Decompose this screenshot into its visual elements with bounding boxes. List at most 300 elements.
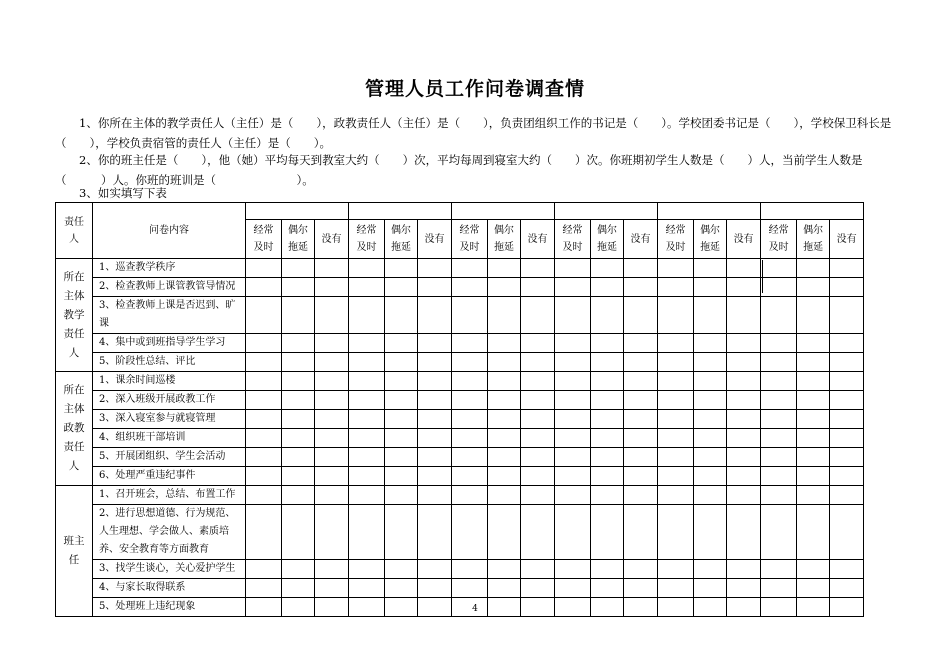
- answer-cell[interactable]: [452, 334, 488, 353]
- answer-cell[interactable]: [727, 297, 761, 334]
- answer-cell[interactable]: [797, 278, 830, 297]
- answer-cell[interactable]: [761, 353, 797, 372]
- answer-cell[interactable]: [694, 391, 727, 410]
- answer-cell[interactable]: [452, 560, 488, 579]
- answer-cell[interactable]: [282, 353, 315, 372]
- answer-cell[interactable]: [658, 334, 694, 353]
- answer-cell[interactable]: [555, 391, 591, 410]
- answer-cell[interactable]: [624, 353, 658, 372]
- answer-cell[interactable]: [797, 505, 830, 560]
- answer-cell[interactable]: [315, 410, 349, 429]
- answer-cell[interactable]: [418, 372, 452, 391]
- answer-cell[interactable]: [452, 467, 488, 486]
- answer-cell[interactable]: [727, 448, 761, 467]
- rating-header: 没有: [727, 220, 761, 259]
- answer-cell[interactable]: [521, 486, 555, 505]
- item-label: 3、检查教师上课是否迟到、旷课: [93, 297, 246, 334]
- answer-cell[interactable]: [246, 410, 282, 429]
- answer-cell[interactable]: [830, 259, 864, 278]
- answer-cell[interactable]: [694, 297, 727, 334]
- answer-cell[interactable]: [246, 259, 282, 278]
- answer-cell[interactable]: [452, 505, 488, 560]
- answer-cell[interactable]: [727, 467, 761, 486]
- survey-table: [55, 202, 864, 617]
- answer-cell[interactable]: [727, 579, 761, 598]
- answer-cell[interactable]: [385, 353, 418, 372]
- answer-cell[interactable]: [246, 391, 282, 410]
- table-row: [56, 372, 864, 391]
- answer-cell[interactable]: [315, 448, 349, 467]
- answer-cell[interactable]: [727, 410, 761, 429]
- answer-cell[interactable]: [282, 278, 315, 297]
- answer-cell[interactable]: [282, 579, 315, 598]
- answer-cell[interactable]: [282, 448, 315, 467]
- answer-cell[interactable]: [797, 467, 830, 486]
- item-label: 4、集中或到班指导学生学习: [93, 334, 246, 353]
- answer-cell[interactable]: [488, 410, 521, 429]
- answer-cell[interactable]: [521, 334, 555, 353]
- answer-cell[interactable]: [315, 278, 349, 297]
- answer-cell[interactable]: [830, 486, 864, 505]
- answer-cell[interactable]: [727, 391, 761, 410]
- answer-cell[interactable]: [658, 353, 694, 372]
- answer-cell[interactable]: [452, 391, 488, 410]
- answer-cell[interactable]: [830, 391, 864, 410]
- group-label: 班主任: [56, 486, 93, 617]
- answer-cell[interactable]: [727, 505, 761, 560]
- answer-cell[interactable]: [658, 372, 694, 391]
- answer-cell[interactable]: [452, 372, 488, 391]
- answer-cell[interactable]: [521, 278, 555, 297]
- answer-cell[interactable]: [488, 297, 521, 334]
- answer-cell[interactable]: [830, 505, 864, 560]
- item-label: 6、处理严重违纪事件: [93, 467, 246, 486]
- answer-cell[interactable]: [488, 391, 521, 410]
- answer-cell[interactable]: [727, 353, 761, 372]
- answer-cell[interactable]: [385, 391, 418, 410]
- answer-cell[interactable]: [246, 297, 282, 334]
- answer-cell[interactable]: [452, 429, 488, 448]
- answer-cell[interactable]: [624, 278, 658, 297]
- answer-cell[interactable]: [591, 372, 624, 391]
- answer-cell[interactable]: [727, 560, 761, 579]
- answer-cell[interactable]: [349, 505, 385, 560]
- answer-cell[interactable]: [488, 259, 521, 278]
- answer-cell[interactable]: [761, 297, 797, 334]
- answer-cell[interactable]: [624, 372, 658, 391]
- answer-cell[interactable]: [694, 505, 727, 560]
- answer-cell[interactable]: [727, 372, 761, 391]
- table-row: [56, 353, 864, 372]
- answer-cell[interactable]: [418, 429, 452, 448]
- answer-cell[interactable]: [830, 448, 864, 467]
- item-label: 1、课余时间巡楼: [93, 372, 246, 391]
- header-block-blank: [761, 203, 864, 220]
- table-row: [56, 579, 864, 598]
- answer-cell[interactable]: [797, 259, 830, 278]
- answer-cell[interactable]: [830, 372, 864, 391]
- answer-cell[interactable]: [761, 410, 797, 429]
- answer-cell[interactable]: [349, 560, 385, 579]
- answer-cell[interactable]: [624, 391, 658, 410]
- table-row: [56, 560, 864, 579]
- table-row: [56, 297, 864, 334]
- answer-cell[interactable]: [452, 278, 488, 297]
- answer-cell[interactable]: [591, 353, 624, 372]
- answer-cell[interactable]: [658, 467, 694, 486]
- answer-cell[interactable]: [591, 259, 624, 278]
- answer-cell[interactable]: [385, 505, 418, 560]
- answer-cell[interactable]: [727, 334, 761, 353]
- answer-cell[interactable]: [830, 334, 864, 353]
- answer-cell[interactable]: [797, 448, 830, 467]
- answer-cell[interactable]: [761, 259, 797, 278]
- answer-cell[interactable]: [830, 579, 864, 598]
- question-2: 2、你的班主任是（ ），他（她）平均每天到教室大约（ ）次，平均每周到寝室大约（ ）次。你班期初学生人数是（ ）人，当前学生人数是（ ）人。你班的班训是（ ）。: [55, 153, 863, 187]
- answer-cell[interactable]: [315, 391, 349, 410]
- answer-cell[interactable]: [488, 372, 521, 391]
- question-3: 3、如实填写下表: [79, 186, 167, 200]
- answer-cell[interactable]: [591, 560, 624, 579]
- answer-cell[interactable]: [452, 486, 488, 505]
- answer-cell[interactable]: [727, 259, 761, 278]
- answer-cell[interactable]: [385, 448, 418, 467]
- answer-cell[interactable]: [315, 486, 349, 505]
- answer-cell[interactable]: [246, 505, 282, 560]
- answer-cell[interactable]: [385, 372, 418, 391]
- answer-cell[interactable]: [282, 486, 315, 505]
- answer-cell[interactable]: [315, 467, 349, 486]
- answer-cell[interactable]: [830, 278, 864, 297]
- answer-cell[interactable]: [282, 410, 315, 429]
- answer-cell[interactable]: [349, 410, 385, 429]
- answer-cell[interactable]: [246, 486, 282, 505]
- answer-cell[interactable]: [658, 505, 694, 560]
- answer-cell[interactable]: [488, 334, 521, 353]
- answer-cell[interactable]: [315, 297, 349, 334]
- answer-cell[interactable]: [797, 372, 830, 391]
- answer-cell[interactable]: [282, 467, 315, 486]
- answer-cell[interactable]: [624, 410, 658, 429]
- answer-cell[interactable]: [555, 334, 591, 353]
- answer-cell[interactable]: [418, 505, 452, 560]
- answer-cell[interactable]: [555, 505, 591, 560]
- answer-cell[interactable]: [521, 505, 555, 560]
- answer-cell[interactable]: [555, 560, 591, 579]
- answer-cell[interactable]: [315, 505, 349, 560]
- answer-cell[interactable]: [488, 448, 521, 467]
- rating-header: 偶尔拖延: [591, 220, 624, 259]
- answer-cell[interactable]: [658, 560, 694, 579]
- answer-cell[interactable]: [452, 259, 488, 278]
- answer-cell[interactable]: [315, 353, 349, 372]
- answer-cell[interactable]: [418, 259, 452, 278]
- answer-cell[interactable]: [488, 429, 521, 448]
- answer-cell[interactable]: [246, 560, 282, 579]
- page-number: 4: [472, 604, 478, 614]
- answer-cell[interactable]: [658, 486, 694, 505]
- answer-cell[interactable]: [797, 334, 830, 353]
- answer-cell[interactable]: [591, 429, 624, 448]
- answer-cell[interactable]: [624, 334, 658, 353]
- answer-cell[interactable]: [830, 560, 864, 579]
- answer-cell[interactable]: [385, 410, 418, 429]
- answer-cell[interactable]: [246, 448, 282, 467]
- answer-cell[interactable]: [282, 297, 315, 334]
- answer-cell[interactable]: [349, 259, 385, 278]
- answer-cell[interactable]: [555, 297, 591, 334]
- answer-cell[interactable]: [246, 353, 282, 372]
- answer-cell[interactable]: [624, 259, 658, 278]
- answer-cell[interactable]: [694, 353, 727, 372]
- answer-cell[interactable]: [315, 334, 349, 353]
- answer-cell[interactable]: [591, 278, 624, 297]
- answer-cell[interactable]: [246, 579, 282, 598]
- answer-cell[interactable]: [624, 448, 658, 467]
- answer-cell[interactable]: [624, 486, 658, 505]
- answer-cell[interactable]: [591, 410, 624, 429]
- answer-cell[interactable]: [797, 560, 830, 579]
- answer-cell[interactable]: [521, 560, 555, 579]
- answer-cell[interactable]: [349, 467, 385, 486]
- answer-cell[interactable]: [349, 353, 385, 372]
- answer-cell[interactable]: [797, 353, 830, 372]
- answer-cell[interactable]: [797, 297, 830, 334]
- answer-cell[interactable]: [521, 259, 555, 278]
- answer-cell[interactable]: [658, 579, 694, 598]
- answer-cell[interactable]: [521, 297, 555, 334]
- answer-cell[interactable]: [488, 505, 521, 560]
- answer-cell[interactable]: [761, 278, 797, 297]
- answer-cell[interactable]: [694, 410, 727, 429]
- answer-cell[interactable]: [555, 448, 591, 467]
- answer-cell[interactable]: [658, 391, 694, 410]
- answer-cell[interactable]: [418, 391, 452, 410]
- answer-cell[interactable]: [282, 259, 315, 278]
- answer-cell[interactable]: [488, 278, 521, 297]
- answer-cell[interactable]: [727, 429, 761, 448]
- item-label: 2、深入班级开展政教工作: [93, 391, 246, 410]
- answer-cell[interactable]: [797, 410, 830, 429]
- answer-cell[interactable]: [488, 467, 521, 486]
- answer-cell[interactable]: [452, 353, 488, 372]
- answer-cell[interactable]: [246, 372, 282, 391]
- rating-header: 经常及时: [246, 220, 282, 259]
- answer-cell[interactable]: [555, 486, 591, 505]
- answer-cell[interactable]: [591, 505, 624, 560]
- answer-cell[interactable]: [555, 259, 591, 278]
- answer-cell[interactable]: [315, 579, 349, 598]
- answer-cell[interactable]: [555, 353, 591, 372]
- answer-cell[interactable]: [521, 353, 555, 372]
- table-row: [56, 429, 864, 448]
- answer-cell[interactable]: [761, 391, 797, 410]
- answer-cell[interactable]: [521, 448, 555, 467]
- answer-cell[interactable]: [658, 259, 694, 278]
- table-row: [56, 486, 864, 505]
- answer-cell[interactable]: [694, 429, 727, 448]
- header-content: 问卷内容: [93, 203, 246, 259]
- answer-cell[interactable]: [385, 259, 418, 278]
- answer-cell[interactable]: [521, 579, 555, 598]
- answer-cell[interactable]: [591, 334, 624, 353]
- answer-cell[interactable]: [418, 486, 452, 505]
- answer-cell[interactable]: [349, 278, 385, 297]
- answer-cell[interactable]: [761, 372, 797, 391]
- answer-cell[interactable]: [521, 372, 555, 391]
- answer-cell[interactable]: [694, 579, 727, 598]
- answer-cell[interactable]: [282, 505, 315, 560]
- answer-cell[interactable]: [830, 353, 864, 372]
- answer-cell[interactable]: [385, 579, 418, 598]
- answer-cell[interactable]: [521, 429, 555, 448]
- answer-cell[interactable]: [521, 410, 555, 429]
- answer-cell[interactable]: [761, 334, 797, 353]
- answer-cell[interactable]: [694, 486, 727, 505]
- answer-cell[interactable]: [658, 429, 694, 448]
- answer-cell[interactable]: [591, 486, 624, 505]
- answer-cell[interactable]: [521, 391, 555, 410]
- answer-cell[interactable]: [488, 560, 521, 579]
- answer-cell[interactable]: [349, 372, 385, 391]
- answer-cell[interactable]: [797, 429, 830, 448]
- item-label: 4、与家长取得联系: [93, 579, 246, 598]
- answer-cell[interactable]: [282, 372, 315, 391]
- answer-cell[interactable]: [452, 579, 488, 598]
- answer-cell[interactable]: [418, 334, 452, 353]
- answer-cell[interactable]: [624, 505, 658, 560]
- answer-cell[interactable]: [555, 410, 591, 429]
- answer-cell[interactable]: [694, 372, 727, 391]
- answer-cell[interactable]: [282, 391, 315, 410]
- answer-cell[interactable]: [555, 579, 591, 598]
- answer-cell[interactable]: [624, 429, 658, 448]
- answer-cell[interactable]: [246, 334, 282, 353]
- answer-cell[interactable]: [658, 278, 694, 297]
- answer-cell[interactable]: [797, 579, 830, 598]
- answer-cell[interactable]: [591, 297, 624, 334]
- answer-cell[interactable]: [830, 297, 864, 334]
- answer-cell[interactable]: [555, 467, 591, 486]
- answer-cell[interactable]: [830, 429, 864, 448]
- answer-cell[interactable]: [761, 505, 797, 560]
- answer-cell[interactable]: [385, 467, 418, 486]
- item-label: 5、阶段性总结、评比: [93, 353, 246, 372]
- answer-cell[interactable]: [246, 429, 282, 448]
- page-title: 管理人员工作问卷调查情: [364, 78, 585, 100]
- answer-cell[interactable]: [385, 486, 418, 505]
- answer-cell[interactable]: [418, 448, 452, 467]
- answer-cell[interactable]: [385, 297, 418, 334]
- answer-cell[interactable]: [761, 429, 797, 448]
- answer-cell[interactable]: [591, 391, 624, 410]
- answer-cell[interactable]: [488, 486, 521, 505]
- answer-cell[interactable]: [727, 278, 761, 297]
- answer-cell[interactable]: [797, 486, 830, 505]
- answer-cell[interactable]: [694, 560, 727, 579]
- rating-header: 没有: [418, 220, 452, 259]
- answer-cell[interactable]: [418, 467, 452, 486]
- answer-cell[interactable]: [555, 372, 591, 391]
- answer-cell[interactable]: [694, 278, 727, 297]
- answer-cell[interactable]: [349, 429, 385, 448]
- answer-cell[interactable]: [624, 467, 658, 486]
- answer-cell[interactable]: [385, 429, 418, 448]
- answer-cell[interactable]: [282, 334, 315, 353]
- answer-cell[interactable]: [385, 278, 418, 297]
- answer-cell[interactable]: [830, 410, 864, 429]
- answer-cell[interactable]: [624, 579, 658, 598]
- answer-cell[interactable]: [694, 448, 727, 467]
- answer-cell[interactable]: [418, 579, 452, 598]
- answer-cell[interactable]: [349, 486, 385, 505]
- answer-cell[interactable]: [418, 353, 452, 372]
- rating-header: 偶尔拖延: [694, 220, 727, 259]
- answer-cell[interactable]: [282, 429, 315, 448]
- answer-cell[interactable]: [246, 467, 282, 486]
- answer-cell[interactable]: [315, 429, 349, 448]
- answer-cell[interactable]: [315, 372, 349, 391]
- answer-cell[interactable]: [521, 467, 555, 486]
- answer-cell[interactable]: [761, 579, 797, 598]
- answer-cell[interactable]: [452, 297, 488, 334]
- answer-cell[interactable]: [624, 560, 658, 579]
- answer-cell[interactable]: [727, 486, 761, 505]
- answer-cell[interactable]: [418, 410, 452, 429]
- answer-cell[interactable]: [555, 429, 591, 448]
- rating-header: 经常及时: [658, 220, 694, 259]
- answer-cell[interactable]: [658, 410, 694, 429]
- answer-cell[interactable]: [591, 467, 624, 486]
- answer-cell[interactable]: [418, 297, 452, 334]
- answer-cell[interactable]: [385, 560, 418, 579]
- answer-cell[interactable]: [349, 334, 385, 353]
- answer-cell[interactable]: [488, 579, 521, 598]
- answer-cell[interactable]: [694, 334, 727, 353]
- answer-cell[interactable]: [761, 467, 797, 486]
- answer-cell[interactable]: [452, 410, 488, 429]
- answer-cell[interactable]: [418, 560, 452, 579]
- answer-cell[interactable]: [315, 560, 349, 579]
- answer-cell[interactable]: [591, 448, 624, 467]
- answer-cell[interactable]: [452, 448, 488, 467]
- answer-cell[interactable]: [830, 467, 864, 486]
- answer-cell[interactable]: [555, 278, 591, 297]
- answer-cell[interactable]: [624, 297, 658, 334]
- answer-cell[interactable]: [349, 391, 385, 410]
- answer-cell[interactable]: [797, 391, 830, 410]
- answer-cell[interactable]: [385, 334, 418, 353]
- answer-cell[interactable]: [658, 448, 694, 467]
- answer-cell[interactable]: [658, 297, 694, 334]
- answer-cell[interactable]: [349, 448, 385, 467]
- answer-cell[interactable]: [488, 353, 521, 372]
- answer-cell[interactable]: [246, 278, 282, 297]
- answer-cell[interactable]: [591, 579, 624, 598]
- answer-cell[interactable]: [761, 448, 797, 467]
- answer-cell[interactable]: [349, 579, 385, 598]
- answer-cell[interactable]: [315, 259, 349, 278]
- answer-cell[interactable]: [694, 259, 727, 278]
- answer-cell[interactable]: [349, 297, 385, 334]
- rating-header: 偶尔拖延: [488, 220, 521, 259]
- answer-cell[interactable]: [694, 467, 727, 486]
- answer-cell[interactable]: [282, 560, 315, 579]
- answer-cell[interactable]: [761, 560, 797, 579]
- rating-header: 偶尔拖延: [797, 220, 830, 259]
- answer-cell[interactable]: [418, 278, 452, 297]
- answer-cell[interactable]: [761, 486, 797, 505]
